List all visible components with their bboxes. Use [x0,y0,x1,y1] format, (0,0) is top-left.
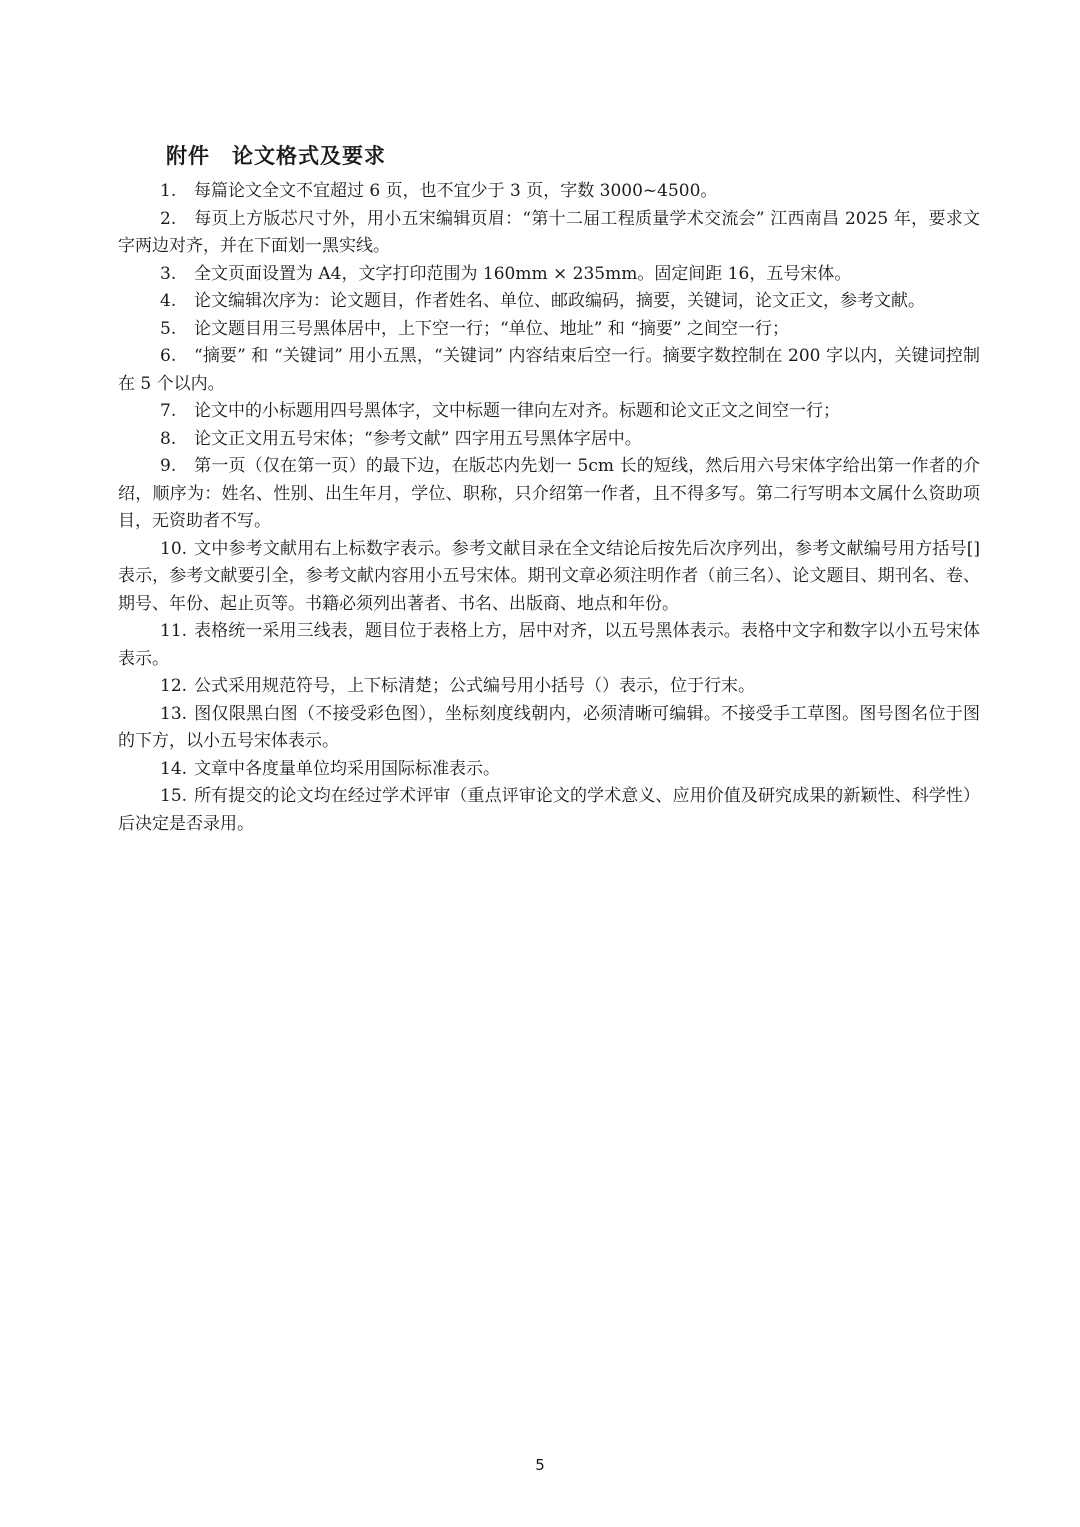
item-number: 7. [160,401,177,421]
item-text: 全文页面设置为 A4，文字打印范围为 160mm × 235mm。固定间距 16，五号宋体。 [194,263,852,284]
item-text: 公式采用规范符号，上下标清楚；公式编号用小括号（）表示，位于行末。 [194,676,755,696]
list-item [118,288,980,316]
item-text: 文章中各度量单位均采用国际标准表示。 [194,758,500,779]
item-number: 8. [160,428,177,449]
list-item [118,673,980,701]
item-text: 论文题目用三号黑体居中，上下空一行；“单位、地址” 和 “摘要” 之间空一行； [194,318,789,339]
item-text: 表格统一采用三线表，题目位于表格上方，居中对齐，以五号黑体表示。表格中文字和数字以小五号宋体表示。 [118,621,980,669]
requirements-list [118,178,980,838]
list-item [118,756,980,784]
list-item [118,316,980,344]
list-item [118,398,980,426]
list-item [118,206,980,261]
item-number: 12. [160,676,188,696]
item-number: 14. [160,758,188,779]
list-item [118,618,980,673]
item-number: 15. [160,786,188,806]
attachment-label: 附件 [166,144,210,168]
list-item [118,261,980,289]
list-item [118,453,980,536]
item-number: 13. [160,703,188,724]
item-number: 11. [160,621,188,641]
item-text: 第一页（仅在第一页）的最下边，在版芯内先划一 5cm 长的短线，然后用六号宋体字给出第一作者的介绍，顺序为：姓名、性别、出生年月，学位、职称，只介绍第一作者，且不得多写。第二行写明本文属什么资助项目，无资助者不写。 [118,456,980,531]
item-number: 4. [160,291,177,311]
item-number: 5. [160,318,177,339]
list-item [118,783,980,838]
list-item [118,178,980,206]
item-number: 6. [160,346,177,366]
item-text: 论文正文用五号宋体；“参考文献” 四字用五号黑体字居中。 [194,428,642,449]
page-title [166,140,386,170]
item-text: 图仅限黑白图（不接受彩色图），坐标刻度线朝内，必须清晰可编辑。不接受手工草图。图号图名位于图的下方，以小五号宋体表示。 [118,703,980,751]
list-item [118,426,980,454]
list-item [118,701,980,756]
item-text: 论文中的小标题用四号黑体字，文中标题一律向左对齐。标题和论文正文之间空一行； [194,401,840,421]
item-text: 文中参考文献用右上标数字表示。参考文献目录在全文结论后按先后次序列出，参考文献编号用方括号[]表示，参考文献要引全，参考文献内容用小五号宋体。期刊文章必须注明作者（前三名）、论文题目、期刊名、卷、期号、年份、起止页等。书籍必须列出著者、书名、出版商、地点和年份。 [118,538,980,614]
item-number: 9. [160,456,177,476]
list-item [118,536,980,619]
page-number: 5 [535,1456,545,1474]
item-number: 3. [160,263,177,284]
item-number: 2. [160,208,177,229]
item-text: 每篇论文全文不宜超过 6 页，也不宜少于 3 页，字数 3000~4500。 [194,181,718,201]
item-text: 论文编辑次序为：论文题目，作者姓名、单位、邮政编码，摘要，关键词，论文正文，参考文献。 [194,291,925,311]
item-text: “摘要” 和 “关键词” 用小五黑，“关键词” 内容结束后空一行。摘要字数控制在 200 字以内，关键词控制在 5 个以内。 [118,346,980,394]
list-item [118,343,980,398]
title-text: 论文格式及要求 [232,144,386,168]
item-number: 1. [160,181,177,201]
item-text: 所有提交的论文均在经过学术评审（重点评审论文的学术意义、应用价值及研究成果的新颖性、科学性）后决定是否录用。 [118,786,980,834]
item-text: 每页上方版芯尺寸外，用小五宋编辑页眉：“第十二届工程质量学术交流会” 江西南昌 2025 年，要求文字两边对齐，并在下面划一黑实线。 [118,208,980,256]
item-number: 10. [160,538,188,559]
